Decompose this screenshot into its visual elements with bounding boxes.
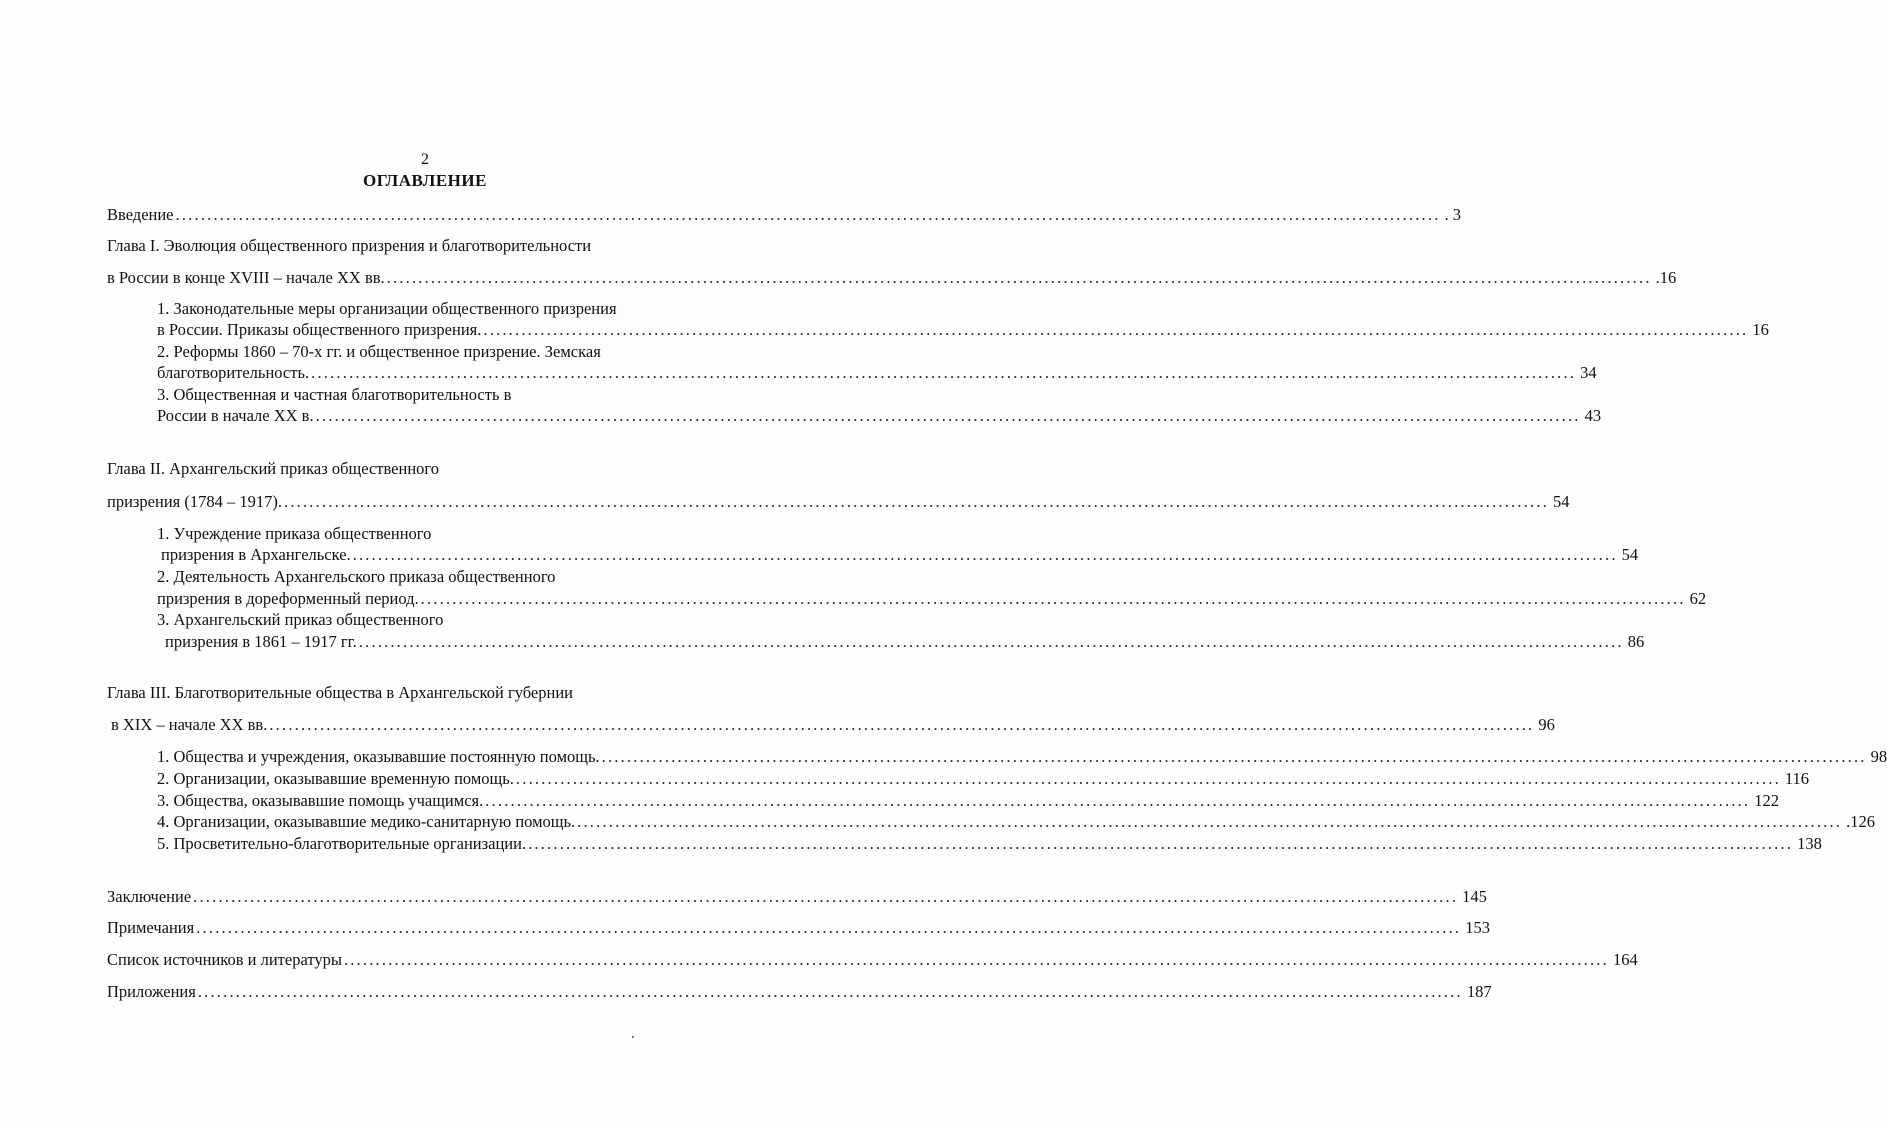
toc-entry-title: Заключение <box>107 887 192 906</box>
toc-entry-title: Приложения <box>107 982 196 1001</box>
toc-entry-title: призрения в Архангельске. <box>161 545 351 564</box>
toc-entry-page: 86 <box>1627 632 1645 651</box>
toc-entry-title: России в начале XX в. <box>157 406 314 425</box>
toc-entry-chapter3-section2[interactable] <box>157 769 1810 789</box>
chapter2-section2-title[interactable]: 2. Деятельность Архангельского приказа общественного <box>157 567 556 586</box>
toc-entry-page: 164 <box>1612 950 1638 969</box>
leader-dots: ........................................................................................................................................................................................................ <box>343 950 1609 969</box>
leader-dots: ........................................................................................................................................................................................................ <box>358 632 1624 651</box>
toc-entry-title: призрения (1784 – 1917). <box>107 492 282 511</box>
leader-dots: ........................................................................................................................................................................................................ <box>193 887 1459 906</box>
toc-heading: ОГЛАВЛЕНИЕ <box>363 171 487 190</box>
leader-dots: ........................................................................................................................................................................................................ <box>528 834 1794 853</box>
leader-dots: ........................................................................................................................................................................................................ <box>269 715 1535 734</box>
toc-entry-page: 98 <box>1870 747 1887 766</box>
toc-entry-chapter1-section1[interactable] <box>157 320 1769 340</box>
toc-entry-page: 34 <box>1580 363 1597 382</box>
leader-dots: ........................................................................................................................................................................................................ <box>577 812 1843 831</box>
chapter1-title[interactable]: Глава I. Эволюция общественного призрения и благотворительности <box>107 236 592 255</box>
toc-entry-appendices[interactable] <box>107 982 1492 1002</box>
toc-entry-page: 153 <box>1465 918 1490 937</box>
toc-entry-title: 3. Общества, оказывавшие помощь учащимся. <box>157 791 484 810</box>
toc-entry-title: призрения в 1861 – 1917 гг. <box>165 632 357 651</box>
toc-entry-chapter3-section1[interactable] <box>157 747 1887 767</box>
leader-dots: ........................................................................................................................................................................................................ <box>352 545 1618 564</box>
toc-entry-title: Введение <box>107 205 174 224</box>
leader-dots: ........................................................................................................................................................................................................ <box>284 492 1549 511</box>
toc-entry-conclusion[interactable] <box>107 887 1487 907</box>
toc-entry-page: 16 <box>1752 320 1769 339</box>
toc-entry-title: призрения в дореформенный период. <box>157 589 419 608</box>
toc-entry-page: 138 <box>1797 834 1822 853</box>
toc-entry-title: 1. Общества и учреждения, оказывавшие постоянную помощь. <box>157 747 600 766</box>
leader-dots: ........................................................................................................................................................................................................ <box>197 982 1463 1001</box>
toc-entry-page: 54 <box>1553 492 1570 511</box>
toc-entry-chapter3-section5[interactable] <box>157 834 1822 854</box>
toc-entry-page: 62 <box>1689 589 1707 608</box>
toc-entry-title: в России в конце XVIII – начале XX вв. <box>107 268 385 287</box>
toc-entry-chapter2-section1[interactable] <box>161 545 1639 565</box>
toc-entry-page: .126 <box>1846 812 1876 831</box>
leader-dots: ........................................................................................................................................................................................................ <box>515 769 1781 788</box>
toc-entry-chapter2-section3[interactable] <box>165 632 1645 652</box>
toc-entry-sources[interactable] <box>107 950 1638 970</box>
toc-entry-title: 4. Организации, оказывавшие медико-санитарную помощь. <box>157 812 576 831</box>
toc-entry-page: .16 <box>1655 268 1677 287</box>
toc-entry-chapter2-section2[interactable] <box>157 589 1707 609</box>
toc-entry-intro[interactable] <box>107 205 1462 225</box>
scan-speck <box>632 1036 634 1038</box>
toc-entry-notes[interactable] <box>107 918 1490 938</box>
toc-entry-title: благотворительность. <box>157 363 310 382</box>
leader-dots: ........................................................................................................................................................................................................ <box>601 747 1867 766</box>
toc-entry-chapter3[interactable] <box>111 715 1555 735</box>
toc-entry-page: 145 <box>1462 887 1487 906</box>
toc-entry-page: 116 <box>1784 769 1810 788</box>
leader-dots: ........................................................................................................................................................................................................ <box>386 268 1652 287</box>
toc-entry-title: 2. Организации, оказывавшие временную помощь. <box>157 769 514 788</box>
chapter1-section1-title[interactable]: 1. Законодательные меры организации общественного призрения <box>157 299 617 318</box>
toc-entry-title: Список источников и литературы <box>107 950 342 969</box>
toc-entry-title: в XIX – начале XX вв. <box>111 715 268 734</box>
toc-entry-page: 43 <box>1584 406 1602 425</box>
leader-dots: ........................................................................................................................................................................................................ <box>315 406 1581 425</box>
chapter3-title[interactable]: Глава III. Благотворительные общества в Архангельской губернии <box>107 683 573 702</box>
chapter2-title[interactable]: Глава II. Архангельский приказ общественного <box>107 459 440 478</box>
toc-entry-chapter3-section3[interactable] <box>157 791 1779 811</box>
chapter1-section2-title[interactable]: 2. Реформы 1860 – 70-х гг. и общественное призрение. Земская <box>157 342 601 361</box>
toc-entry-title: в России. Приказы общественного призрения. <box>157 320 482 339</box>
toc-entry-title: 5. Просветительно-благотворительные организации. <box>157 834 527 853</box>
toc-entry-title: Примечания <box>107 918 195 937</box>
chapter1-section3-title[interactable]: 3. Общественная и частная благотворительность в <box>157 385 512 404</box>
leader-dots: ........................................................................................................................................................................................................ <box>485 791 1751 810</box>
toc-entry-page: 187 <box>1466 982 1492 1001</box>
toc-entry-chapter1[interactable] <box>107 268 1677 288</box>
toc-entry-chapter2[interactable] <box>107 492 1570 512</box>
leader-dots: ........................................................................................................................................................................................................ <box>420 589 1686 608</box>
page-number: 2 <box>421 151 429 168</box>
leader-dots: ........................................................................................................................................................................................................ <box>483 320 1749 339</box>
toc-entry-chapter3-section4[interactable] <box>157 812 1876 832</box>
leader-dots: ........................................................................................................................................................................................................ <box>311 363 1577 382</box>
toc-entry-page: . 3 <box>1444 205 1462 224</box>
leader-dots: ........................................................................................................................................................................................................ <box>175 205 1441 224</box>
toc-entry-chapter1-section2[interactable] <box>157 363 1597 383</box>
toc-entry-page: 54 <box>1621 545 1639 564</box>
leader-dots: ........................................................................................................................................................................................................ <box>196 918 1462 937</box>
chapter2-section3-title[interactable]: 3. Архангельский приказ общественного <box>157 610 444 629</box>
toc-entry-page: 96 <box>1538 715 1555 734</box>
toc-entry-chapter1-section3[interactable] <box>157 406 1602 426</box>
toc-entry-page: 122 <box>1754 791 1779 810</box>
chapter2-section1-title[interactable]: 1. Учреждение приказа общественного <box>157 524 432 543</box>
